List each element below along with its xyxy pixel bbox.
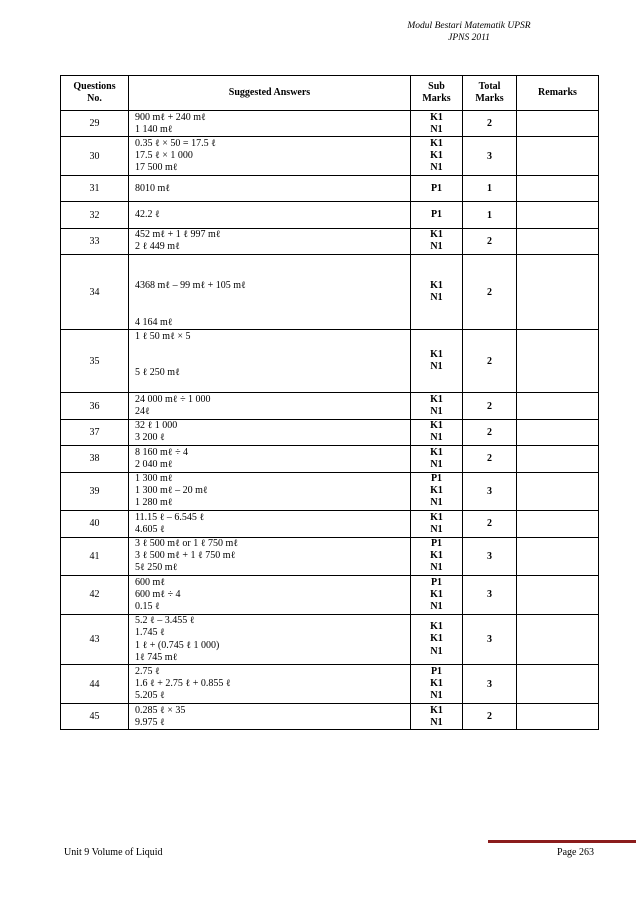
answer-line: 3 200 ℓ (135, 432, 165, 444)
table-row (61, 255, 599, 330)
sub-mark: N1 (430, 716, 443, 728)
remarks-cell (517, 472, 599, 511)
sub-marks (411, 419, 463, 445)
answer-line: 5.205 ℓ (135, 690, 165, 702)
total-marks: 2 (463, 111, 517, 137)
sub-mark: K1 (430, 229, 443, 241)
sub-marks (411, 446, 463, 472)
answer-line (135, 256, 410, 268)
table-row (61, 576, 599, 615)
sub-mark: P1 (430, 182, 443, 194)
sub-mark: N1 (430, 645, 443, 657)
remarks-cell (517, 202, 599, 228)
total-marks: 2 (463, 255, 517, 330)
sub-marks (411, 511, 463, 537)
remarks-cell (517, 537, 599, 576)
table-row (61, 614, 599, 665)
header-total-marks (463, 76, 517, 111)
remarks-cell (517, 175, 599, 201)
sub-mark: K1 (430, 393, 443, 405)
question-number: 30 (61, 137, 129, 176)
sub-marks (411, 472, 463, 511)
answer-line: 1 140 mℓ (135, 123, 173, 135)
page-footer (60, 840, 598, 860)
answer-line: 3 ℓ 500 mℓ or 1 ℓ 750 mℓ (135, 538, 239, 550)
question-number: 37 (61, 419, 129, 445)
remarks-cell (517, 704, 599, 730)
footer-unit-title: Unit 9 Volume of Liquid (64, 847, 163, 858)
sub-marks (411, 255, 463, 330)
remarks-cell (517, 446, 599, 472)
sub-mark: K1 (430, 137, 443, 149)
sub-marks (411, 614, 463, 665)
sub-marks (411, 202, 463, 228)
answer-line: 2.75 ℓ (135, 666, 160, 677)
total-marks: 2 (463, 228, 517, 254)
sub-mark: N1 (430, 241, 443, 253)
suggested-answer (129, 137, 411, 176)
total-marks: 2 (463, 446, 517, 472)
sub-mark: N1 (430, 523, 443, 535)
question-number: 42 (61, 576, 129, 615)
suggested-answer (129, 255, 411, 330)
header-questions-label: Questions No. (73, 81, 116, 104)
suggested-answer (129, 330, 411, 393)
sub-mark: K1 (430, 550, 443, 562)
table-row (61, 419, 599, 445)
answer-line: 1ℓ 745 mℓ (135, 651, 178, 663)
answer-line: 2 040 mℓ (135, 458, 173, 470)
header-answers: Suggested Answers (129, 76, 411, 111)
question-number: 38 (61, 446, 129, 472)
sub-marks (411, 330, 463, 393)
total-marks: 3 (463, 576, 517, 615)
sub-mark: K1 (430, 349, 443, 361)
remarks-cell (517, 330, 599, 393)
answer-line (135, 292, 410, 304)
suggested-answer (129, 704, 411, 730)
answer-line: 8010 mℓ (135, 182, 171, 194)
sub-mark: K1 (430, 633, 443, 645)
remarks-cell (517, 137, 599, 176)
answer-line: 11.15 ℓ – 6.545 ℓ (135, 511, 205, 523)
sub-mark: N1 (430, 458, 443, 470)
sub-mark: K1 (430, 150, 443, 162)
sub-mark: N1 (430, 600, 443, 612)
suggested-answer (129, 175, 411, 201)
total-marks: 3 (463, 537, 517, 576)
remarks-cell (517, 228, 599, 254)
sub-mark: K1 (430, 511, 443, 523)
suggested-answer (129, 446, 411, 472)
sub-mark: N1 (430, 361, 443, 373)
table-row (61, 665, 599, 704)
answer-line: 600 mℓ (135, 576, 166, 588)
total-marks: 3 (463, 614, 517, 665)
sub-mark: K1 (430, 280, 443, 292)
sub-mark: N1 (430, 292, 443, 304)
answer-line: 17 500 mℓ (135, 162, 178, 174)
question-number: 40 (61, 511, 129, 537)
header-sub-marks (411, 76, 463, 111)
sub-mark: K1 (430, 485, 443, 497)
answer-line: 17.5 ℓ × 1 000 (135, 150, 193, 162)
total-marks: 2 (463, 419, 517, 445)
sub-mark: K1 (430, 704, 443, 716)
sub-mark: K1 (430, 621, 443, 633)
total-marks: 2 (463, 511, 517, 537)
answer-line: 0.285 ℓ × 35 (135, 704, 186, 716)
suggested-answer (129, 419, 411, 445)
question-number: 41 (61, 537, 129, 576)
remarks-cell (517, 576, 599, 615)
sub-marks (411, 393, 463, 419)
suggested-answer (129, 614, 411, 665)
question-number: 31 (61, 175, 129, 201)
total-marks: 2 (463, 393, 517, 419)
answer-line (135, 343, 410, 355)
question-number: 43 (61, 614, 129, 665)
table-row (61, 393, 599, 419)
table-row (61, 111, 599, 137)
sub-mark: N1 (430, 562, 443, 574)
sub-mark: N1 (430, 432, 443, 444)
suggested-answer (129, 576, 411, 615)
sub-marks (411, 537, 463, 576)
table-row (61, 330, 599, 393)
answer-line: 1.745 ℓ (135, 627, 165, 639)
answer-line: 4368 mℓ – 99 mℓ + 105 mℓ (135, 280, 246, 292)
sub-mark: N1 (430, 162, 443, 174)
answer-line: 5ℓ 250 mℓ (135, 562, 178, 574)
sub-mark: K1 (430, 111, 443, 123)
answer-line: 600 mℓ ÷ 4 (135, 588, 181, 600)
footer-accent-bar (488, 840, 636, 843)
sub-mark: P1 (430, 538, 443, 550)
table-row (61, 446, 599, 472)
sub-marks (411, 576, 463, 615)
total-marks: 1 (463, 175, 517, 201)
answer-line: 3 ℓ 500 mℓ + 1 ℓ 750 mℓ (135, 550, 236, 562)
remarks-cell (517, 111, 599, 137)
suggested-answer (129, 202, 411, 228)
table-row (61, 704, 599, 730)
table-row (61, 472, 599, 511)
footer-page-number: Page 263 (557, 847, 594, 858)
table-header-row (61, 76, 599, 111)
question-number: 45 (61, 704, 129, 730)
table-row (61, 137, 599, 176)
answer-line: 1 300 mℓ – 20 mℓ (135, 485, 208, 497)
question-number: 29 (61, 111, 129, 137)
answer-line: 4.605 ℓ (135, 523, 165, 535)
total-marks: 3 (463, 472, 517, 511)
remarks-cell (517, 511, 599, 537)
question-number: 33 (61, 228, 129, 254)
page-header (360, 20, 578, 44)
answer-line: 452 mℓ + 1 ℓ 997 mℓ (135, 229, 221, 241)
answer-line (135, 268, 410, 280)
header-module-title: Modul Bestari Matematik UPSR (407, 21, 531, 31)
suggested-answer (129, 111, 411, 137)
question-number: 34 (61, 255, 129, 330)
answer-line: 1.6 ℓ + 2.75 ℓ + 0.855 ℓ (135, 678, 231, 690)
table-row (61, 228, 599, 254)
sub-marks (411, 111, 463, 137)
table-row (61, 202, 599, 228)
remarks-cell (517, 614, 599, 665)
sub-mark: P1 (430, 666, 443, 677)
answer-line: 2 ℓ 449 mℓ (135, 241, 180, 253)
question-number: 36 (61, 393, 129, 419)
sub-mark: N1 (430, 123, 443, 135)
suggested-answer (129, 393, 411, 419)
table-row (61, 511, 599, 537)
header-organization: JPNS 2011 (448, 33, 490, 43)
sub-mark: P1 (430, 208, 443, 220)
answer-line: 8 160 mℓ ÷ 4 (135, 446, 189, 458)
remarks-cell (517, 255, 599, 330)
answer-line: 24ℓ (135, 406, 150, 418)
suggested-answer (129, 511, 411, 537)
answer-line: 9.975 ℓ (135, 716, 165, 728)
sub-mark: N1 (430, 690, 443, 702)
table-body (61, 111, 599, 730)
remarks-cell (517, 419, 599, 445)
sub-mark: K1 (430, 446, 443, 458)
answer-line: 42.2 ℓ (135, 208, 160, 220)
table-row (61, 175, 599, 201)
remarks-cell (517, 393, 599, 419)
sub-mark: P1 (430, 473, 443, 485)
answer-line: 32 ℓ 1 000 (135, 420, 178, 432)
table-row (61, 537, 599, 576)
answer-line (135, 304, 410, 316)
sub-marks (411, 665, 463, 704)
sub-mark: K1 (430, 420, 443, 432)
question-number: 32 (61, 202, 129, 228)
answer-line: 5 ℓ 250 mℓ (135, 367, 180, 379)
sub-marks (411, 704, 463, 730)
sub-marks (411, 175, 463, 201)
suggested-answer (129, 537, 411, 576)
total-marks: 2 (463, 704, 517, 730)
header-remarks: Remarks (517, 76, 599, 111)
suggested-answer (129, 665, 411, 704)
total-marks: 3 (463, 665, 517, 704)
header-total-marks-label: Total Marks (475, 81, 504, 104)
total-marks: 3 (463, 137, 517, 176)
suggested-answer (129, 228, 411, 254)
answer-line: 0.35 ℓ × 50 = 17.5 ℓ (135, 137, 216, 149)
remarks-cell (517, 665, 599, 704)
question-number: 39 (61, 472, 129, 511)
answer-line (135, 355, 410, 367)
question-number: 35 (61, 330, 129, 393)
sub-mark: K1 (430, 678, 443, 690)
suggested-answer (129, 472, 411, 511)
sub-marks (411, 137, 463, 176)
total-marks: 2 (463, 330, 517, 393)
sub-marks (411, 228, 463, 254)
answer-line: 24 000 mℓ ÷ 1 000 (135, 393, 211, 405)
question-number: 44 (61, 665, 129, 704)
answer-line: 1 ℓ + (0.745 ℓ 1 000) (135, 639, 220, 651)
answer-line: 1 ℓ 50 mℓ × 5 (135, 330, 191, 342)
answer-line: 900 mℓ + 240 mℓ (135, 111, 206, 123)
answer-table (60, 75, 599, 730)
sub-mark: P1 (430, 576, 443, 588)
answer-line: 5.2 ℓ – 3.455 ℓ (135, 615, 195, 627)
answer-line: 1 280 mℓ (135, 497, 173, 509)
sub-mark: K1 (430, 588, 443, 600)
header-questions (61, 76, 129, 111)
sub-mark: N1 (430, 406, 443, 418)
answer-line (135, 380, 410, 392)
total-marks: 1 (463, 202, 517, 228)
answer-line: 0.15 ℓ (135, 600, 160, 612)
answer-line: 4 164 mℓ (135, 316, 173, 328)
answer-line: 1 300 mℓ (135, 473, 173, 485)
sub-mark: N1 (430, 497, 443, 509)
header-sub-marks-label: Sub Marks (422, 81, 451, 104)
